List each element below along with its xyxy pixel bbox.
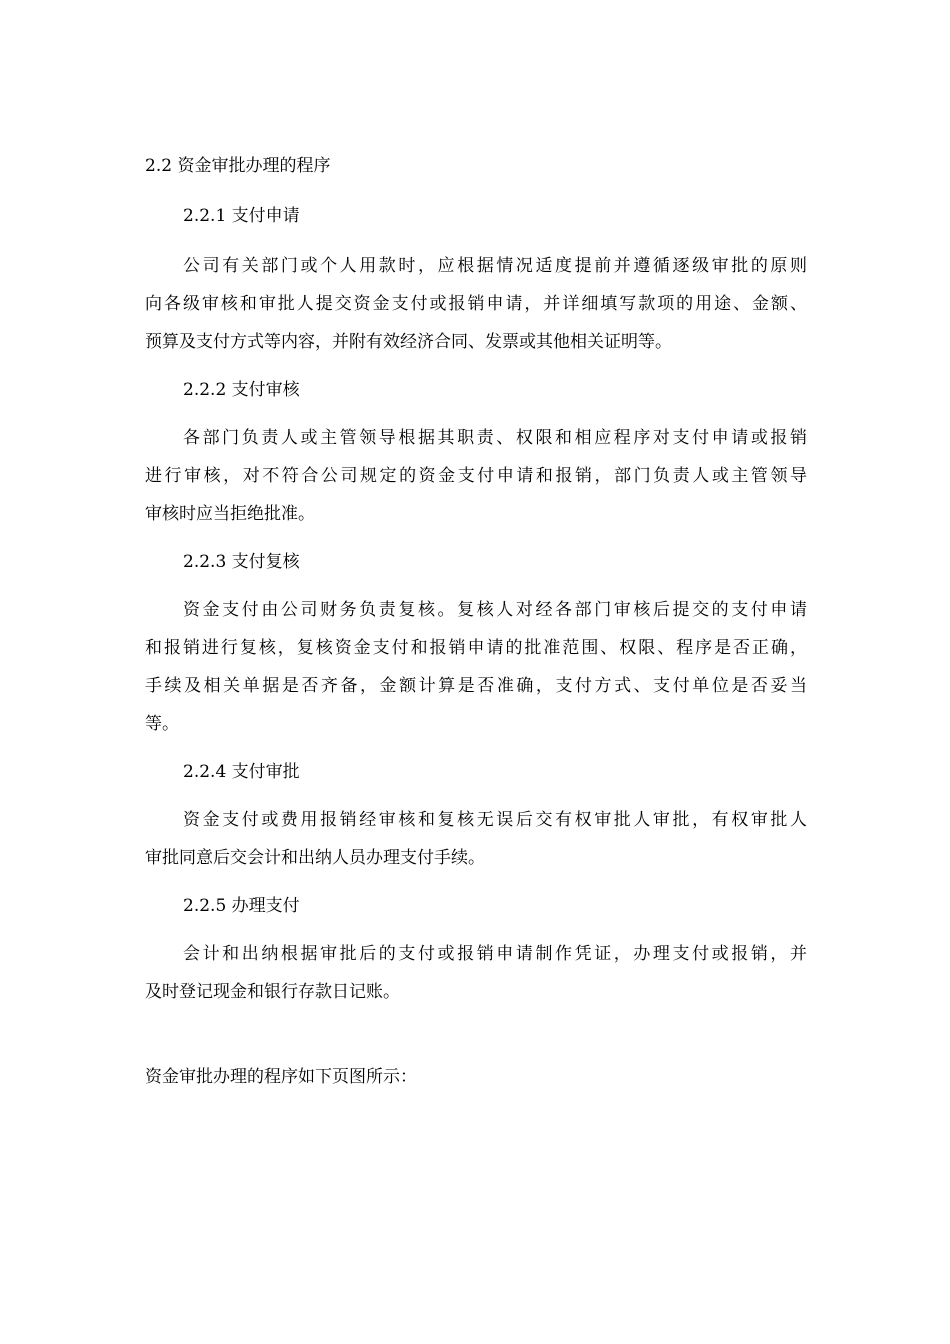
paragraph-line: 等。 xyxy=(145,714,179,734)
subsection-heading-2-2-1: 2.2.1 支付申请 xyxy=(183,206,300,226)
paragraph-line: 手续及相关单据是否齐备，金额计算是否准确，支付方式、支付单位是否妥当 xyxy=(145,676,807,696)
subsection-heading-2-2-3: 2.2.3 支付复核 xyxy=(183,552,300,572)
paragraph-line: 向各级审核和审批人提交资金支付或报销申请，并详细填写款项的用途、金额、 xyxy=(145,294,807,314)
section-heading: 2.2 资金审批办理的程序 xyxy=(145,156,331,176)
paragraph-line: 审核时应当拒绝批准。 xyxy=(145,504,315,524)
paragraph-line: 会计和出纳根据审批后的支付或报销申请制作凭证，办理支付或报销，并 xyxy=(183,944,807,964)
paragraph-line: 预算及支付方式等内容，并附有效经济合同、发票或其他相关证明等。 xyxy=(145,332,672,352)
subsection-heading-2-2-2: 2.2.2 支付审核 xyxy=(183,380,300,400)
subsection-heading-2-2-5: 2.2.5 办理支付 xyxy=(183,896,300,916)
paragraph-line: 公司有关部门或个人用款时，应根据情况适度提前并遵循逐级审批的原则 xyxy=(183,256,807,276)
paragraph-line: 和报销进行复核，复核资金支付和报销申请的批准范围、权限、程序是否正确， xyxy=(145,638,807,658)
paragraph-line: 审批同意后交会计和出纳人员办理支付手续。 xyxy=(145,848,485,868)
figure-reference-note: 资金审批办理的程序如下页图所示： xyxy=(145,1067,417,1087)
paragraph-line: 进行审核，对不符合公司规定的资金支付申请和报销，部门负责人或主管领导 xyxy=(145,466,807,486)
paragraph-line: 资金支付或费用报销经审核和复核无误后交有权审批人审批，有权审批人 xyxy=(183,810,807,830)
subsection-heading-2-2-4: 2.2.4 支付审批 xyxy=(183,762,300,782)
paragraph-line: 资金支付由公司财务负责复核。复核人对经各部门审核后提交的支付申请 xyxy=(183,600,807,620)
paragraph-line: 各部门负责人或主管领导根据其职责、权限和相应程序对支付申请或报销 xyxy=(183,428,807,448)
paragraph-line: 及时登记现金和银行存款日记账。 xyxy=(145,982,400,1002)
